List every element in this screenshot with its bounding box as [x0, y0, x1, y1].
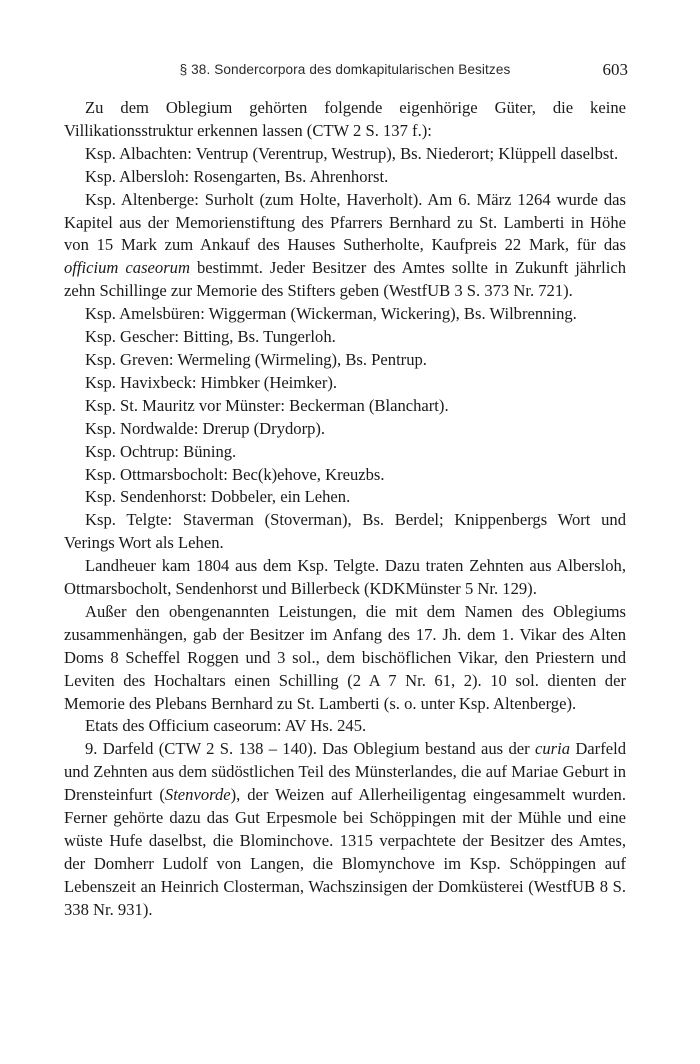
paragraph-text: Landheuer kam 1804 aus dem Ksp. Telgte. Dazu traten Zehnten aus Albersloh, Ottmarsbocholt, Sendenhorst und Billerbeck (KDKMünster 5 Nr. 129).: [64, 556, 626, 599]
paragraph-text: Etats des Officium caseorum: AV Hs. 245.: [85, 716, 367, 736]
body-text: [64, 97, 626, 922]
paragraph: [64, 372, 626, 395]
paragraph-text: Ksp. Ottmarsbocholt: Bec(k)ehove, Kreuzbs.: [85, 464, 385, 484]
paragraph: [64, 166, 626, 189]
paragraph-text: Ksp. St. Mauritz vor Münster: Beckerman (Blanchart).: [85, 395, 449, 415]
paragraph-text: Ksp. Altenberge: Surholt (zum Holte, Haverholt). Am 6. März 1264 wurde das Kapitel aus der Memorienstiftung des Pfarrers Bernhard zu St. Lamberti in Höhe von 15 Mark zum Ankauf des Hauses Sutherholte, Kaufpreis 22 Mark, für das: [64, 189, 626, 255]
paragraph: [64, 738, 626, 921]
paragraph: [64, 555, 626, 601]
paragraph: [64, 326, 626, 349]
paragraph-text: Zu dem Oblegium gehörten folgende eigenhörige Güter, die keine Villikationsstruktur erkennen lassen (CTW 2 S. 137 f.):: [64, 98, 626, 140]
italic-term: curia: [534, 739, 570, 759]
paragraph-text: Ksp. Albersloh: Rosengarten, Bs. Ahrenhorst.: [85, 166, 389, 186]
paragraph-text: Außer den obengenannten Leistungen, die mit dem Namen des Oblegiums zusammenhängen, gab der Besitzer im Anfang des 17. Jh. dem 1. Vikar des Alten Doms 8 Scheffel Roggen und 3 sol., dem bischöflichen Vikar, den Priestern und Leviten des Hochaltars einen Schilling (2 A 7 Nr. 61, 2). 10 sol. dienten der Memorie des Plebans Bernhard zu St. Lamberti (s. o. unter Ksp. Altenberge).: [64, 601, 626, 713]
paragraph: [64, 464, 626, 487]
paragraph: [64, 349, 626, 372]
book-page: [64, 62, 626, 922]
paragraph-text: Ksp. Amelsbüren: Wiggerman (Wickerman, Wickering), Bs. Wilbrenning.: [85, 304, 577, 324]
paragraph-text: Ksp. Sendenhorst: Dobbeler, ein Lehen.: [85, 487, 351, 507]
paragraph-text: Ksp. Ochtrup: Büning.: [85, 441, 237, 461]
paragraph-text: Ksp. Nordwalde: Drerup (Drydorp).: [85, 418, 326, 438]
paragraph: [64, 418, 626, 441]
paragraph: [64, 189, 626, 304]
paragraph: [64, 441, 626, 464]
italic-term: officium caseorum: [64, 258, 190, 278]
paragraph: [64, 601, 626, 716]
paragraph: [64, 395, 626, 418]
paragraph-text: Ksp. Gescher: Bitting, Bs. Tungerloh.: [85, 327, 336, 347]
paragraph: [64, 97, 626, 143]
paragraph-text: Ksp. Telgte: Staverman (Stoverman), Bs. Berdel; Knippenbergs Wort und Verings Wort als Lehen.: [64, 510, 626, 553]
section-title: § 38. Sondercorpora des domkapitularischen Besitzes: [179, 62, 511, 77]
paragraph-text: Ksp. Greven: Wermeling (Wirmeling), Bs. Pentrup.: [85, 349, 427, 369]
paragraph-text: Darfeld und Zehnten aus dem südöstlichen Teil des Münsterlandes, die auf Mariae Geburt in Drensteinfurt (: [64, 739, 626, 805]
paragraph: [64, 143, 626, 166]
paragraph-text: Ksp. Albachten: Ventrup (Verentrup, Westrup), Bs. Niederort; Klüppell daselbst.: [85, 143, 619, 163]
paragraph: [64, 715, 626, 738]
paragraph-text: bestimmt. Jeder Besitzer des Amtes sollte in Zukunft jährlich zehn Schillinge zur Memorie des Stifters geben (WestfUB 3 S. 373 Nr. 721).: [64, 258, 626, 301]
paragraph-text: Ksp. Havixbeck: Himbker (Heimker).: [85, 372, 338, 392]
paragraph: [64, 509, 626, 555]
paragraph: [64, 486, 626, 509]
paragraph-text: 9. Darfeld (CTW 2 S. 138 – 140). Das Oblegium bestand aus der: [85, 739, 535, 759]
page-number: 603: [602, 60, 628, 79]
running-header: [64, 62, 626, 88]
italic-term: Stenvorde: [164, 785, 231, 805]
paragraph: [64, 303, 626, 326]
paragraph-text: ), der Weizen auf Allerheiligentag eingesammelt wurden. Ferner gehörte dazu das Gut Erpesmole bei Schöppingen mit der Mühle und eine wüste Hufe daselbst, die Blominchove. 1315 verpachtete der Besitzer des Amtes, der Domherr Ludolf von Langen, die Blomynchove im Ksp. Schöppingen auf Lebenszeit an Heinrich Closterman, Wachszinsigen der Domküsterei (WestfUB 8 S. 338 Nr. 931).: [64, 785, 626, 919]
